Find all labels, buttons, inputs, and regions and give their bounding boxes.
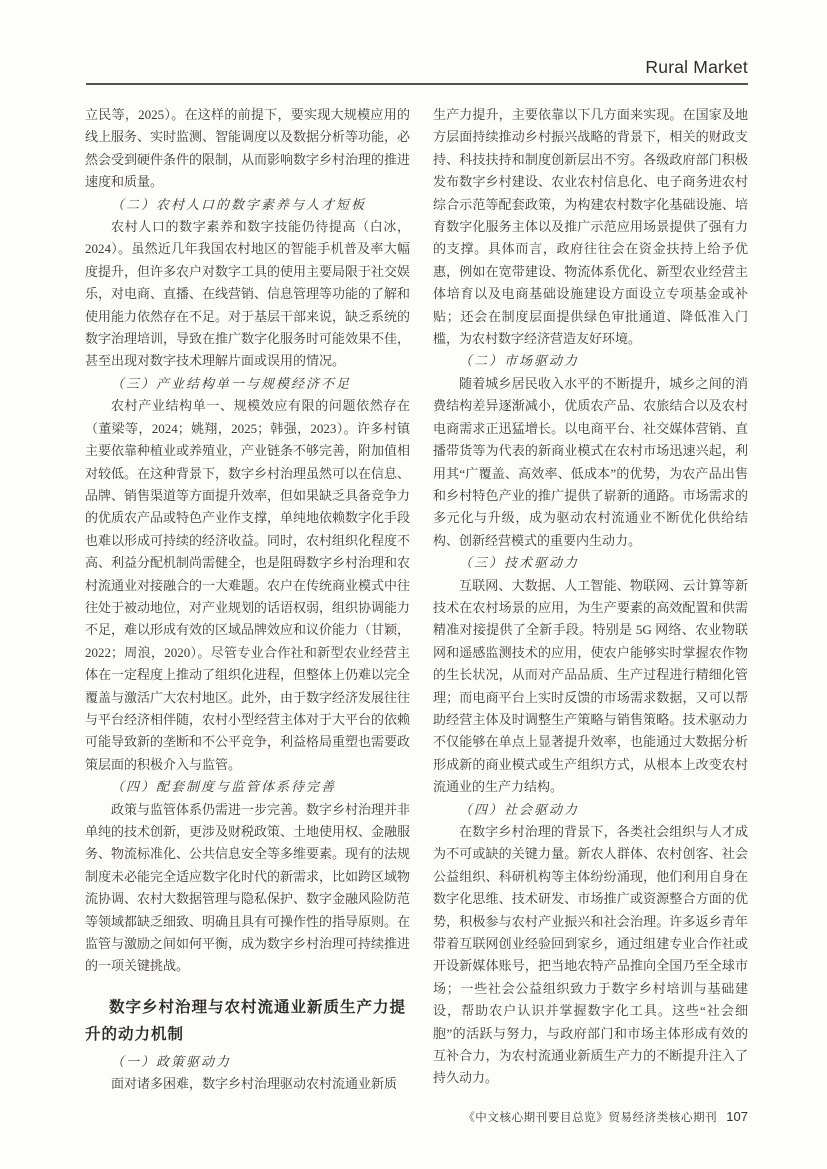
subsection-heading: （三）产业结构单一与规模经济不足 xyxy=(111,375,352,391)
article-body xyxy=(85,104,748,1096)
page-number: 107 xyxy=(726,1109,748,1124)
page-header xyxy=(86,57,748,78)
paragraph: 互联网、大数据、人工智能、物联网、云计算等新技术在农村场景的应用，为生产要素的高效配置和供需精准对接提供了全新手段。特别是 5G 网络、农业物联网和遥感监测技术的应用，使农户能够实时掌握农作物的生长状况，从而对产品品质、生产过程进行精细化管理；而电商平台上实时反馈的市场需求数据，又可以帮助经营主体及时调整生产策略与销售策略。技术驱动力不仅能够在单点上显著提升效率，也能通过大数据分析形成新的商业模式或生产组织方式，从根本上改变农村流通业的生产力结构。 xyxy=(433,577,748,795)
paragraph: 农村人口的数字素养和数字技能仍待提高（白冰，2024）。虽然近几年我国农村地区的智能手机普及率大幅度提升，但许多农户对数字工具的使用主要局限于社交娱乐，对电商、直播、在线营销、信息管理等功能的了解和使用能力依然存在不足。对于基层干部来说，缺乏系统的数字治理培训，导致在推广数字化服务时可能效果不佳，甚至出现对数字技术理解片面或误用的情况。 xyxy=(85,219,411,369)
left-column xyxy=(85,104,410,1096)
subsection-heading: （四）配套制度与监管体系待完善 xyxy=(111,779,337,795)
header-rule xyxy=(86,83,748,85)
paragraph: 立民等，2025）。在这样的前提下，要实现大规模应用的线上服务、实时监测、智能调度以及数据分析等功能，必然会受到硬件条件的限制，从而影响数字乡村治理的推进速度和质量。 xyxy=(85,107,411,190)
section-heading: 数字乡村治理与农村流通业新质生产力提升的动力机制 xyxy=(85,998,407,1043)
paragraph: 在数字乡村治理的背景下，各类社会组织与人才成为不可或缺的关键力量。新农人群体、农村创客、社会公益组织、科研机构等主体纷纷涌现，他们利用自身在数字化思维、技术研发、市场推广或资源整合方面的优势，积极参与农村产业振兴和社会治理。许多返乡青年带着互联网创业经验回到家乡，通过组建专业合作社或开设新媒体账号，把当地农特产品推向全国乃至全球市场；一些社会公益组织致力于数字乡村培训与基础建设，帮助农户认识并掌握数字化工具。这些“社会细胞”的活跃与努力，与政府部门和市场主体形成有效的互补合力，为农村流通业新质生产力的不断提升注入了持久动力。 xyxy=(433,824,748,1086)
subsection-heading: （四）社会驱动力 xyxy=(459,801,580,817)
subsection-heading: （一）政策驱动力 xyxy=(111,1053,232,1069)
paragraph: 随着城乡居民收入水平的不断提升，城乡之间的消费结构差异逐渐减小，优质农产品、农旅结合以及农村电商需求正迅猛增长。以电商平台、社交媒体营销、直播带货等为代表的新商业模式在农村市场迅速兴起，利用其“广覆盖、高效率、低成本”的优势，为农产品出售和乡村特色产业的推广提供了崭新的通路。市场需求的多元化与升级，成为驱动农村流通业不断优化供给结构、创新经营模式的重要内生动力。 xyxy=(433,375,748,548)
subsection-heading: （二）农村人口的数字素养与人才短板 xyxy=(111,196,367,212)
paragraph: 面对诸多困难，数字乡村治理驱动农村流通业新质 xyxy=(111,1076,398,1092)
right-column xyxy=(433,104,748,1096)
journal-name: Rural Market xyxy=(645,57,748,77)
subsection-heading: （三）技术驱动力 xyxy=(459,555,580,571)
paragraph: 政策与监管体系仍需进一步完善。数字乡村治理并非单纯的技术创新，更涉及财税政策、土地使用权、金融服务、物流标准化、公共信息安全等多维要素。现有的法规制度未必能完全适应数字化时代的新需求，比如跨区域物流协调、农村大数据管理与隐私保护、数字金融风险防范等领域都缺乏细致、明确且具有可操作性的指导原则。在监管与激励之间如何平衡，成为数字乡村治理可持续推进的一项关键挑战。 xyxy=(85,801,411,974)
page-footer xyxy=(86,1109,748,1125)
subsection-heading: （二）市场驱动力 xyxy=(459,353,580,369)
paragraph: 生产力提升，主要依靠以下几方面来实现。在国家及地方层面持续推动乡村振兴战略的背景下，相关的财政支持、科技扶持和制度创新层出不穷。各级政府部门积极发布数字乡村建设、农业农村信息化、电子商务进农村综合示范等配套政策，为构建农村数字化基础设施、培育数字化服务主体以及推广示范应用场景提供了强有力的支撑。具体而言，政府往往会在资金扶持上给予优惠，例如在宽带建设、物流体系优化、新型农业经营主体培育以及电商基础设施建设方面设立专项基金或补贴；还会在制度层面提供绿色审批通道、降低准入门槛，为农村数字经济营造友好环境。 xyxy=(433,107,748,347)
paragraph: 农村产业结构单一、规模效应有限的问题依然存在（董梁等，2024；姚翔，2025；韩强，2023）。许多村镇主要依靠种植业或养殖业，产业链条不够完善，附加值相对较低。在这种背景下，数字乡村治理虽然可以在信息、品牌、销售渠道等方面提升效率，但如果缺乏具备竞争力的优质农产品或特色产业作支撑，单纯地依赖数字化手段也难以形成可持续的经济收益。同时，农村组织化程度不高、利益分配机制尚需健全，也是阻碍数字乡村治理和农村流通业对接融合的一大难题。农户在传统商业模式中往往处于被动地位，对产业规划的话语权弱，组织协调能力不足，难以形成有效的区域品牌效应和议价能力（甘颖，2022；周浪，2020）。尽管专业合作社和新型农业经营主体在一定程度上推动了组织化进程，但整体上仍难以完全覆盖与激活广大农村地区。此外，由于数字经济发展往往与平台经济相伴随，农村小型经营主体对于大平台的依赖可能导致新的垄断和不公平竞争，利益格局重塑也需要政策层面的积极介入与监管。 xyxy=(85,398,411,772)
footer-journal-note: 《中文核心期刊要目总览》贸易经济类核心期刊 xyxy=(463,1112,718,1124)
